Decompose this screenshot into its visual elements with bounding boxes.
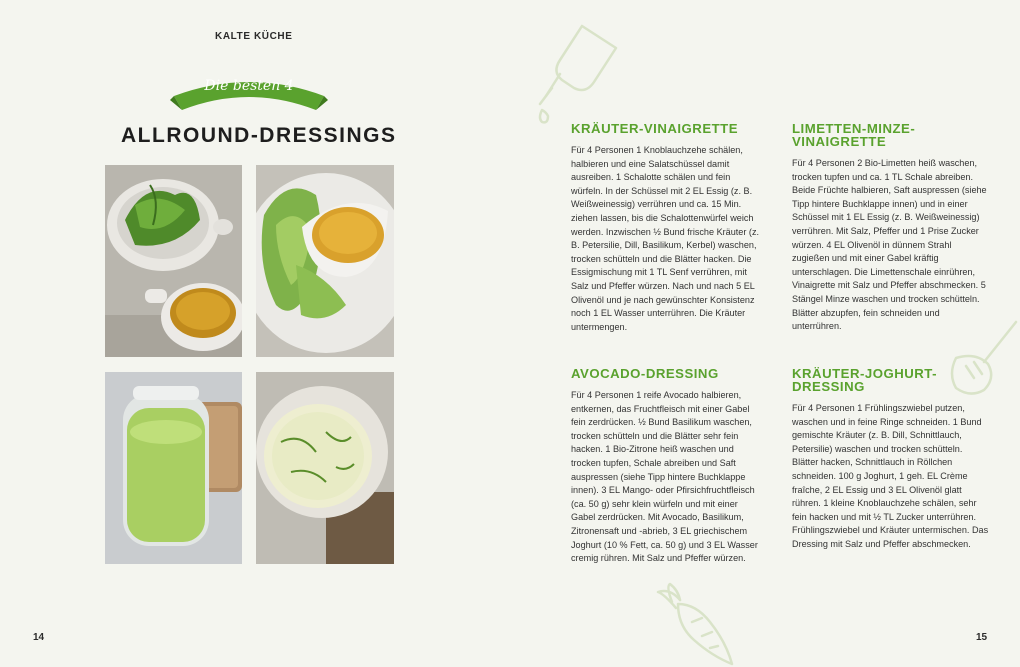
recipe-krauter-vinaigrette	[571, 122, 761, 334]
recipe-body: Für 4 Personen 1 Frühlingszwiebel putzen, waschen und in feine Ringe schneiden. 1 Bund gemischte Kräuter (z. B. Dill, Schnittlauch, Petersilie) waschen und trocken schütteln. Blätter hacken, Schnittlauch in Röllchen schneiden. 100 g Joghurt, 1 geh. EL Crème fraîche, 2 EL Essig und 3 EL Olivenöl glatt rühren. 1 kleine Knoblauchzehe schälen, sehr fein hacken und mit ½ TL Zucker unterrühren. Frühlingszwiebel und Kräuter untermischen. Das Dressing mit Salz und Pfeffer abschmecken.	[792, 403, 989, 549]
photo-herb-vinaigrette	[105, 165, 242, 357]
page-number-right: 15	[976, 632, 988, 643]
recipe-body: Für 4 Personen 1 Knoblauchzehe schälen, halbieren und eine Salatschüssel damit ausreiben. 1 Schalotte schälen und fein würfeln. In der Schüssel mit 2 EL Essig (z. B. Weißweinessig) verrühren und ca. 15 Min. ziehen lassen, bis die Schalottenwürfel weich werden. Inzwischen ½ Bund frische Kräuter (z. B. Petersilie, Dill, Basilikum, Kerbel) waschen, trocken schütteln und die Blätter hacken. Die Essigmischung mit 1 TL Senf verrühren, mit Salz und Pfeffer würzen. Nach und nach 5 EL Olivenöl und je nach gewünschter Konsistenz noch 1 EL Wasser unterrühren. Die Kräuter untermengen.	[571, 145, 760, 332]
page-title: ALLROUND-DRESSINGS	[121, 124, 397, 147]
ribbon-text: Die besten 4	[204, 78, 294, 94]
photo-avocado-dressing	[105, 372, 242, 564]
page-number-left: 14	[33, 632, 45, 643]
photo-herb-yogurt-dressing	[256, 372, 394, 564]
recipe-krauter-joghurt-dressing	[792, 367, 990, 552]
carrot-icon	[656, 582, 740, 667]
recipe-avocado-dressing	[571, 367, 761, 566]
right-page	[510, 0, 1020, 667]
recipe-title: AVOCADO-DRESSING	[571, 366, 719, 381]
recipe-title: LIMETTEN-MINZE-VINAIGRETTE	[792, 121, 916, 149]
recipe-title: KRÄUTER-JOGHURT-DRESSING	[792, 366, 937, 394]
section-label: KALTE KÜCHE	[215, 31, 293, 42]
recipe-limetten-minze-vinaigrette	[792, 122, 990, 334]
bottle-icon	[532, 18, 624, 128]
photo-salad-lime-dressing	[256, 165, 394, 357]
recipe-title: KRÄUTER-VINAIGRETTE	[571, 121, 739, 136]
ribbon-banner	[170, 70, 328, 114]
recipe-body: Für 4 Personen 2 Bio-Limetten heiß waschen, trocken tupfen und ca. 1 TL Schale abreiben. Beide Früchte halbieren, Saft auspressen (siehe Tipp hintere Buchklappe innen) und in einer Schüssel mit 1 EL Essig (z. B. Weißweinessig) verrühren. Mit Salz, Pfeffer und 1 Prise Zucker würzen. 4 EL Olivenöl in dünnem Strahl zugießen und mit einer Gabel kräftig unterschlagen. Die Limettenschale einrühren, Vinaigrette mit Salz und Pfeffer abschmecken. 5 Stängel Minze waschen und trocken schütteln. Blätter abzupfen, fein schneiden und unterrühren.	[792, 158, 987, 332]
recipe-body: Für 4 Personen 1 reife Avocado halbieren, entkernen, das Fruchtfleisch mit einer Gabel fein zerdrücken. ½ Bund Basilikum waschen, trocken schütteln und die Blätter sehr fein hacken. 1 Bio-Zitrone heiß waschen und trocken tupfen, Schale abreiben und Saft auspressen (siehe Tipp hintere Buchklappe innen). 3 EL Mango- oder Pfirsichfruchtfleisch (ca. 50 g) sehr klein würfeln und mit einer Gabel zerdrücken. Mit Avocado, Basilikum, Zitronensaft und -abrieb, 3 EL griechischem Joghurt (10 % Fett, ca. 50 g) und 3 EL Wasser cremig rühren. Mit Salz und Pfeffer würzen.	[571, 390, 758, 564]
